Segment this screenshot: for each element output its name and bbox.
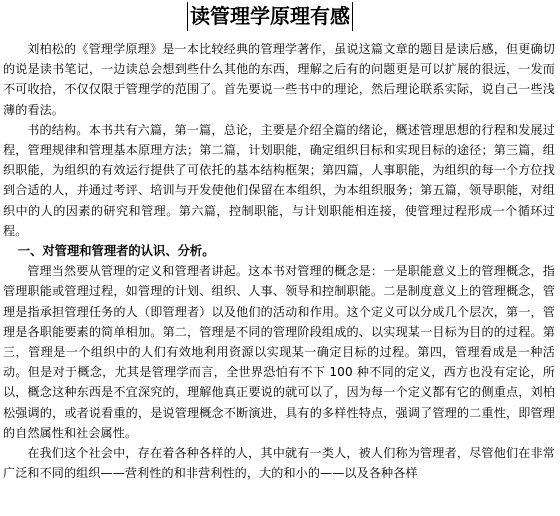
document-title: 读管理学原理有感: [187, 2, 353, 31]
intro-paragraph: 刘柏松的《管理学原理》是一本比较经典的管理学著作，虽说这篇文章的题目是读后感，但更确切的说是读书笔记，一边读总会想到些什么其他的东西，理解之后有的问题更是可以扩展的很远，一发而不可收拾，不仅仅限于管理学的范围了。首先要说一些书中的理论，然后理论联系实际，说自己一些浅薄的看法。: [3, 42, 555, 117]
structure-paragraph: 书的结构。本书共有六篇，第一篇，总论，主要是介绍全篇的绪论，概述管理思想的行程和发展过程，管理规律和管理基本原理方法；第二篇，计划职能，确定组织目标和实现目标的途径；第三篇，组织职能，为组织的有效运行提供了可依托的基本结构框架；第四篇，人事职能，为组织的每一个方位找到合适的人，并通过考评、培训与开发使他们保留在本组织，为本组织服务；第五篇，领导职能，对组织中的人的因素的研究和管理。第六篇，控制职能，与计划职能相连接，使管理过程形成一个循环过程。: [3, 122, 555, 238]
document-body: [3, 39, 555, 483]
managers-paragraph: 在我们这个社会中，存在着各种各样的人，其中就有一类人，被人们称为管理者，尽管他们在非常广泛和不同的组织——营利性的和非营利性的，大的和小的——以及各种各样: [3, 446, 555, 481]
definition-paragraph: 管理当然要从管理的定义和管理者讲起。这本书对管理的概念是：一是职能意义上的管理概念，指管理职能或管理过程，如管理的计划、组织、人事、领导和控制职能。二是制度意义上的管理概念，管理是指承担管理任务的人（即管理者）以及他们的活动和作用。这个定义可以分成几个层次，第一，管理是各职能要素的简单相加。第二，管理是不同的管理阶段组成的、以实现某一目标为目的的过程。第三，管理是一个组织中的人们有效地利用资源以实现某一确定目标的过程。第四，管理看成是一种活动。但是对于概念，尤其是管理学而言，全世界恐怕有不下 100 种不同的定义，西方也没有定论，所以，概念这种东西是不宜深究的，理解他真正要说的就可以了，因为每一个定义都有它的侧重点，刘柏松强调的，或者说看重的，是说管理概念不断演进，具有的多样性特点，强调了管理的二重性，即管理的自然属性和社会属性。: [3, 264, 555, 440]
section-heading: 一、对管理和管理者的认识、分析。: [17, 244, 215, 259]
